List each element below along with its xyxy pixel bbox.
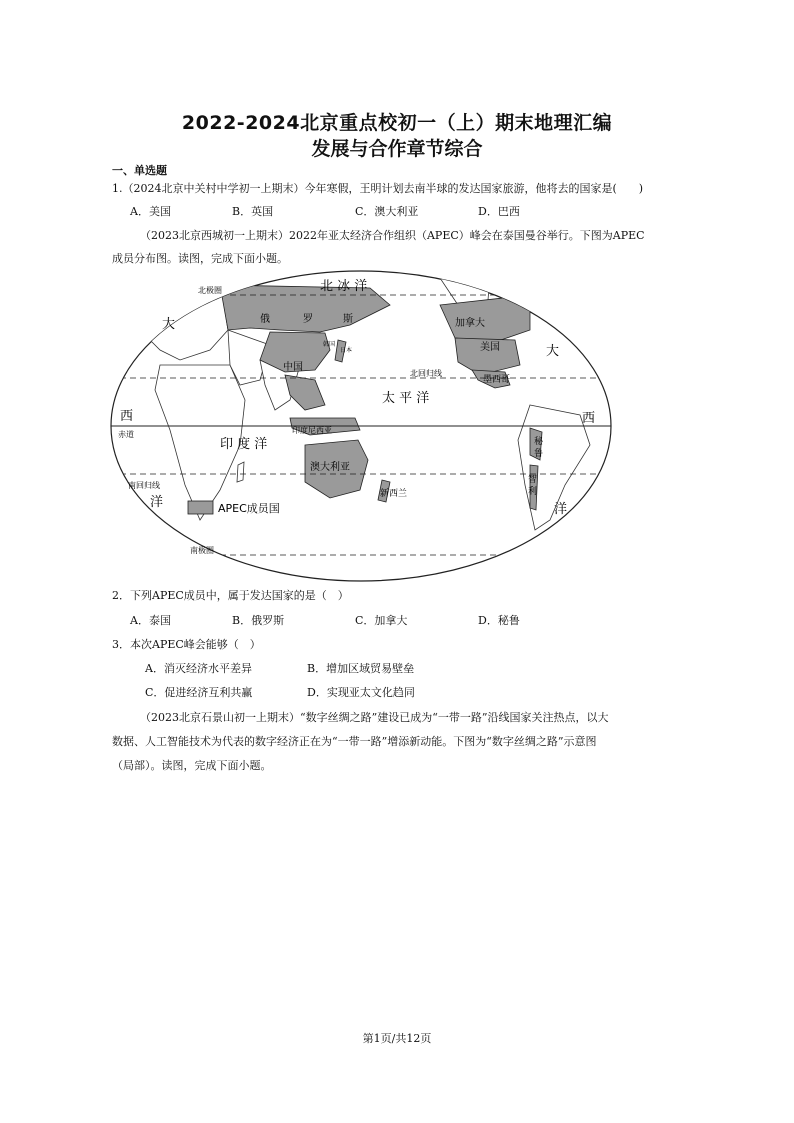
madagascar-land xyxy=(237,462,244,482)
q3-option-a: A．消灭经济水平差异 xyxy=(145,662,252,675)
group1-intro-line2: 成员分布图。读图，完成下面小题。 xyxy=(112,252,288,265)
label-usa: 美国 xyxy=(480,342,500,353)
q1-option-a: A．美国 xyxy=(130,205,171,218)
q3-option-c: C．促进经济互利共赢 xyxy=(145,686,253,699)
q2-option-c: C．加拿大 xyxy=(355,614,408,627)
legend-swatch xyxy=(188,501,213,514)
q3-stem: 3．本次APEC峰会能够（ ） xyxy=(112,638,261,651)
label-tropic-cancer: 北回归线 xyxy=(410,369,442,378)
group2-intro-line2: 数据、人工智能技术为代表的数字经济正在为“一带一路”增添新动能。下图为“数字丝绸之路”示意图 xyxy=(112,735,597,748)
label-russia-3: 斯 xyxy=(343,314,353,325)
label-atlantic-left-2: 西 xyxy=(120,409,134,424)
label-japan: 日本 xyxy=(340,347,353,354)
label-atlantic-right-1: 大 xyxy=(546,344,560,359)
label-indian-ocean: 印 度 洋 xyxy=(220,437,268,452)
label-russia-2: 罗 xyxy=(303,314,313,325)
label-equator: 赤道 xyxy=(118,430,134,439)
q2-option-a: A．泰国 xyxy=(130,614,171,627)
document-title-line1: 2022-2024北京重点校初一（上）期末地理汇编 xyxy=(181,112,613,134)
label-pacific-ocean: 太 平 洋 xyxy=(382,391,430,406)
label-korea: 韩国 xyxy=(323,341,336,348)
label-new-zealand: 新西兰 xyxy=(380,489,408,499)
q1-option-b: B．英国 xyxy=(232,205,274,218)
label-russia-1: 俄 xyxy=(260,314,270,325)
page-footer: 第1页/共12页 xyxy=(362,1032,432,1045)
label-mexico: 墨西哥 xyxy=(483,375,511,385)
label-chile-1: 智 xyxy=(528,475,538,485)
label-australia: 澳大利亚 xyxy=(310,462,350,473)
label-chile-2: 利 xyxy=(528,487,538,497)
q1-stem: 1.（2024北京中关村中学初一上期末）今年寒假，王明计划去南半球的发达国家旅游，他将去的国家是( ) xyxy=(112,182,644,195)
label-peru-2: 鲁 xyxy=(534,449,544,459)
group2-intro-line1: （2023北京石景山初一上期末）“数字丝绸之路”建设已成为“一带一路”沿线国家关注热点，以大 xyxy=(140,711,609,724)
label-atlantic-right-2: 西 xyxy=(582,411,596,426)
label-tropic-capricorn: 南回归线 xyxy=(128,481,160,490)
label-atlantic-left-1: 大 xyxy=(162,317,176,332)
label-canada: 加拿大 xyxy=(455,318,485,329)
label-atlantic-right-3: 洋 xyxy=(554,502,568,517)
label-peru-1: 秘 xyxy=(534,437,544,447)
q3-option-b: B．增加区域贸易壁垒 xyxy=(307,662,415,675)
label-arctic-circle: 北极圈 xyxy=(198,286,222,295)
document-title-line2: 发展与合作章节综合 xyxy=(311,138,483,160)
group1-intro-line1: （2023北京西城初一上期末）2022年亚太经济合作组织（APEC）峰会在泰国曼谷举行。下图为APEC xyxy=(140,229,645,242)
q1-option-d: D．巴西 xyxy=(478,205,520,218)
q3-option-d: D．实现亚太文化趋同 xyxy=(307,686,415,699)
q2-stem: 2．下列APEC成员中，属于发达国家的是（ ） xyxy=(112,589,349,602)
label-china: 中国 xyxy=(283,362,303,373)
apec-map xyxy=(110,270,612,582)
group2-intro-line3: （局部）。读图，完成下面小题。 xyxy=(112,759,272,772)
label-antarctic-circle: 南极圈 xyxy=(190,546,214,555)
q2-option-b: B．俄罗斯 xyxy=(232,614,285,627)
q1-option-c: C．澳大利亚 xyxy=(355,205,419,218)
label-arctic-ocean: 北 冰 洋 xyxy=(320,279,368,294)
q2-option-d: D．秘鲁 xyxy=(478,614,520,627)
label-indonesia: 印度尼西亚 xyxy=(292,426,332,435)
label-atlantic-left-3: 洋 xyxy=(150,495,164,510)
legend-label: APEC成员国 xyxy=(218,502,280,515)
section-heading: 一、单选题 xyxy=(112,164,167,177)
